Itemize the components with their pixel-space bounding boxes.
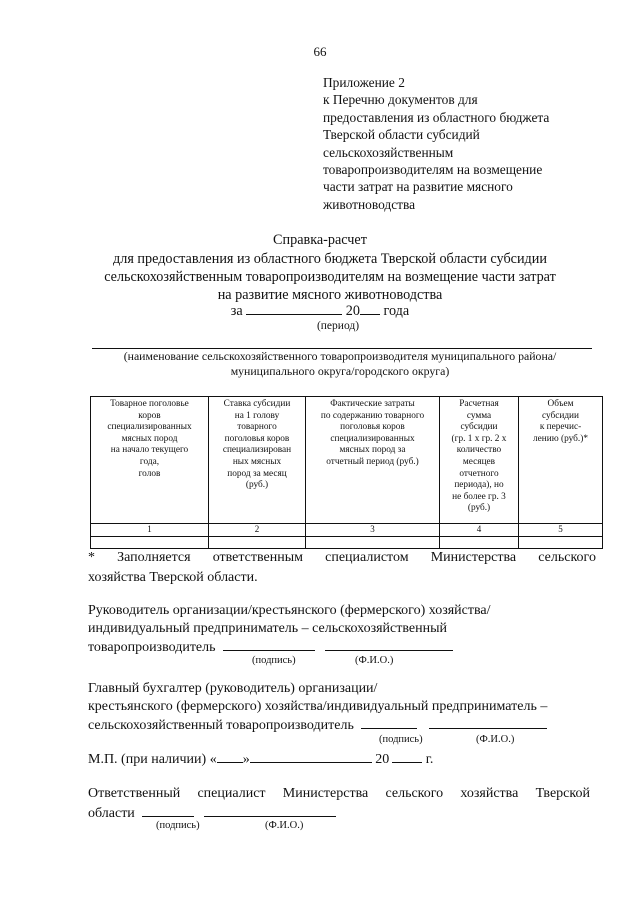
column-number: 4 xyxy=(440,524,519,537)
period-year-prefix: 20 xyxy=(345,303,360,319)
header-cell-col1: Товарное поголовье коров специализированных мясных пород на начало текущего года, голов xyxy=(91,397,209,524)
subtitle-line: сельскохозяйственным товаропроизводителям на возмещение части затрат xyxy=(104,269,556,285)
data-cell-col5[interactable] xyxy=(519,536,603,548)
header-cell-col3: Фактические затраты по содержанию товарного поголовья коров специализированных мясных пород за отчетный период (руб.) xyxy=(306,397,440,524)
table-column-numbers-row xyxy=(91,524,603,537)
responsible-name-field[interactable] xyxy=(204,803,336,817)
head-signature-field[interactable] xyxy=(223,637,315,651)
head-line: Руководитель организации/крестьянского (фермерского) хозяйства/ xyxy=(88,603,491,618)
stamp-year-field[interactable] xyxy=(392,749,422,763)
accountant-name-field[interactable] xyxy=(429,715,547,729)
head-line: индивидуальный предприниматель – сельскохозяйственный xyxy=(88,620,447,636)
org-caption-line: (наименование сельскохозяйственного товаропроизводителя муниципального района/ xyxy=(123,349,557,363)
header-cell-col4: Расчетная сумма субсидии (гр. 1 х гр. 2 х количество месяцев отчетного периода), но не более гр. 3 (руб.) xyxy=(440,397,519,524)
head-name-caption: (Ф.И.О.) xyxy=(355,655,394,666)
appendix-line: части затрат на развитие мясного xyxy=(323,179,513,195)
column-number: 5 xyxy=(519,524,603,537)
responsible-line: Ответственный специалист Министерства сельского хозяйства Тверской xyxy=(88,786,590,801)
appendix-line: товаропроизводителям на возмещение xyxy=(323,162,543,178)
org-caption-line: муниципального округа/городского округа) xyxy=(230,364,450,378)
head-line: товаропроизводитель xyxy=(88,637,491,657)
stamp-date-line: М.П. (при наличии) « » 20 г. xyxy=(88,749,433,768)
responsible-signature-caption: (подпись) xyxy=(156,820,200,831)
footnote-line: * Заполняется ответственным специалистом Министерства сельского xyxy=(88,548,596,568)
column-number: 1 xyxy=(91,524,209,537)
column-number: 3 xyxy=(306,524,440,537)
stamp-day-field[interactable] xyxy=(217,749,243,763)
responsible-name-caption: (Ф.И.О.) xyxy=(265,820,304,831)
appendix-line: Тверской области субсидий xyxy=(323,127,480,143)
data-cell-col2[interactable] xyxy=(209,536,306,548)
footnote-star: * xyxy=(88,550,95,565)
stamp-month-field[interactable] xyxy=(250,749,372,763)
footnote-line: хозяйства Тверской области. xyxy=(88,570,258,585)
period-year-blank[interactable] xyxy=(360,301,380,315)
accountant-signature-block xyxy=(88,680,547,735)
appendix-line: животноводства xyxy=(323,196,416,212)
accountant-name-caption: (Ф.И.О.) xyxy=(476,734,515,745)
accountant-signature-field[interactable] xyxy=(361,715,417,729)
appendix-line: сельскохозяйственным xyxy=(323,144,454,160)
head-name-field[interactable] xyxy=(325,637,453,651)
data-cell-col4[interactable] xyxy=(440,536,519,548)
subtitle-line: на развитие мясного животноводства xyxy=(217,287,443,303)
accountant-line: крестьянского (фермерского) хозяйства/индивидуальный предприниматель – xyxy=(88,698,548,714)
header-cell-col5: Объем субсидии к перечис- лению (руб.)* xyxy=(519,397,603,524)
responsible-line: области xyxy=(88,803,590,823)
appendix-line: к Перечню документов для xyxy=(323,92,478,108)
responsible-signature-block xyxy=(88,785,590,822)
appendix-line: Приложение 2 xyxy=(323,75,405,90)
header-cell-col2: Ставка субсидии на 1 голову товарного поголовья коров специализирован ных мясных пород за месяц (руб.) xyxy=(209,397,306,524)
head-signature-caption: (подпись) xyxy=(252,655,296,666)
data-cell-col3[interactable] xyxy=(306,536,440,548)
accountant-line: сельскохозяйственный товаропроизводитель xyxy=(88,715,547,735)
period-caption: (период) xyxy=(316,320,360,332)
appendix-header xyxy=(323,74,623,213)
period-line xyxy=(0,301,640,320)
appendix-line: предоставления из областного бюджета xyxy=(323,109,550,125)
footnote xyxy=(88,548,596,588)
period-suffix: года xyxy=(383,303,410,319)
table-data-row xyxy=(91,536,603,548)
calculation-table xyxy=(90,396,603,549)
accountant-line: Главный бухгалтер (руководитель) организации/ xyxy=(88,681,378,696)
column-number: 2 xyxy=(209,524,306,537)
accountant-signature-caption: (подпись) xyxy=(379,734,423,745)
document-subtitle xyxy=(60,250,600,304)
period-blank[interactable] xyxy=(246,301,342,315)
head-signature-block xyxy=(88,602,491,657)
table-header-row xyxy=(91,397,603,524)
page-number: 66 xyxy=(313,44,327,59)
org-name-caption xyxy=(80,349,600,379)
document-title: Справка-расчет xyxy=(273,232,367,248)
subtitle-line: для предоставления из областного бюджета Тверской области субсидии xyxy=(113,251,547,267)
responsible-signature-field[interactable] xyxy=(142,803,194,817)
period-prefix: за xyxy=(230,303,243,319)
data-cell-col1[interactable] xyxy=(91,536,209,548)
